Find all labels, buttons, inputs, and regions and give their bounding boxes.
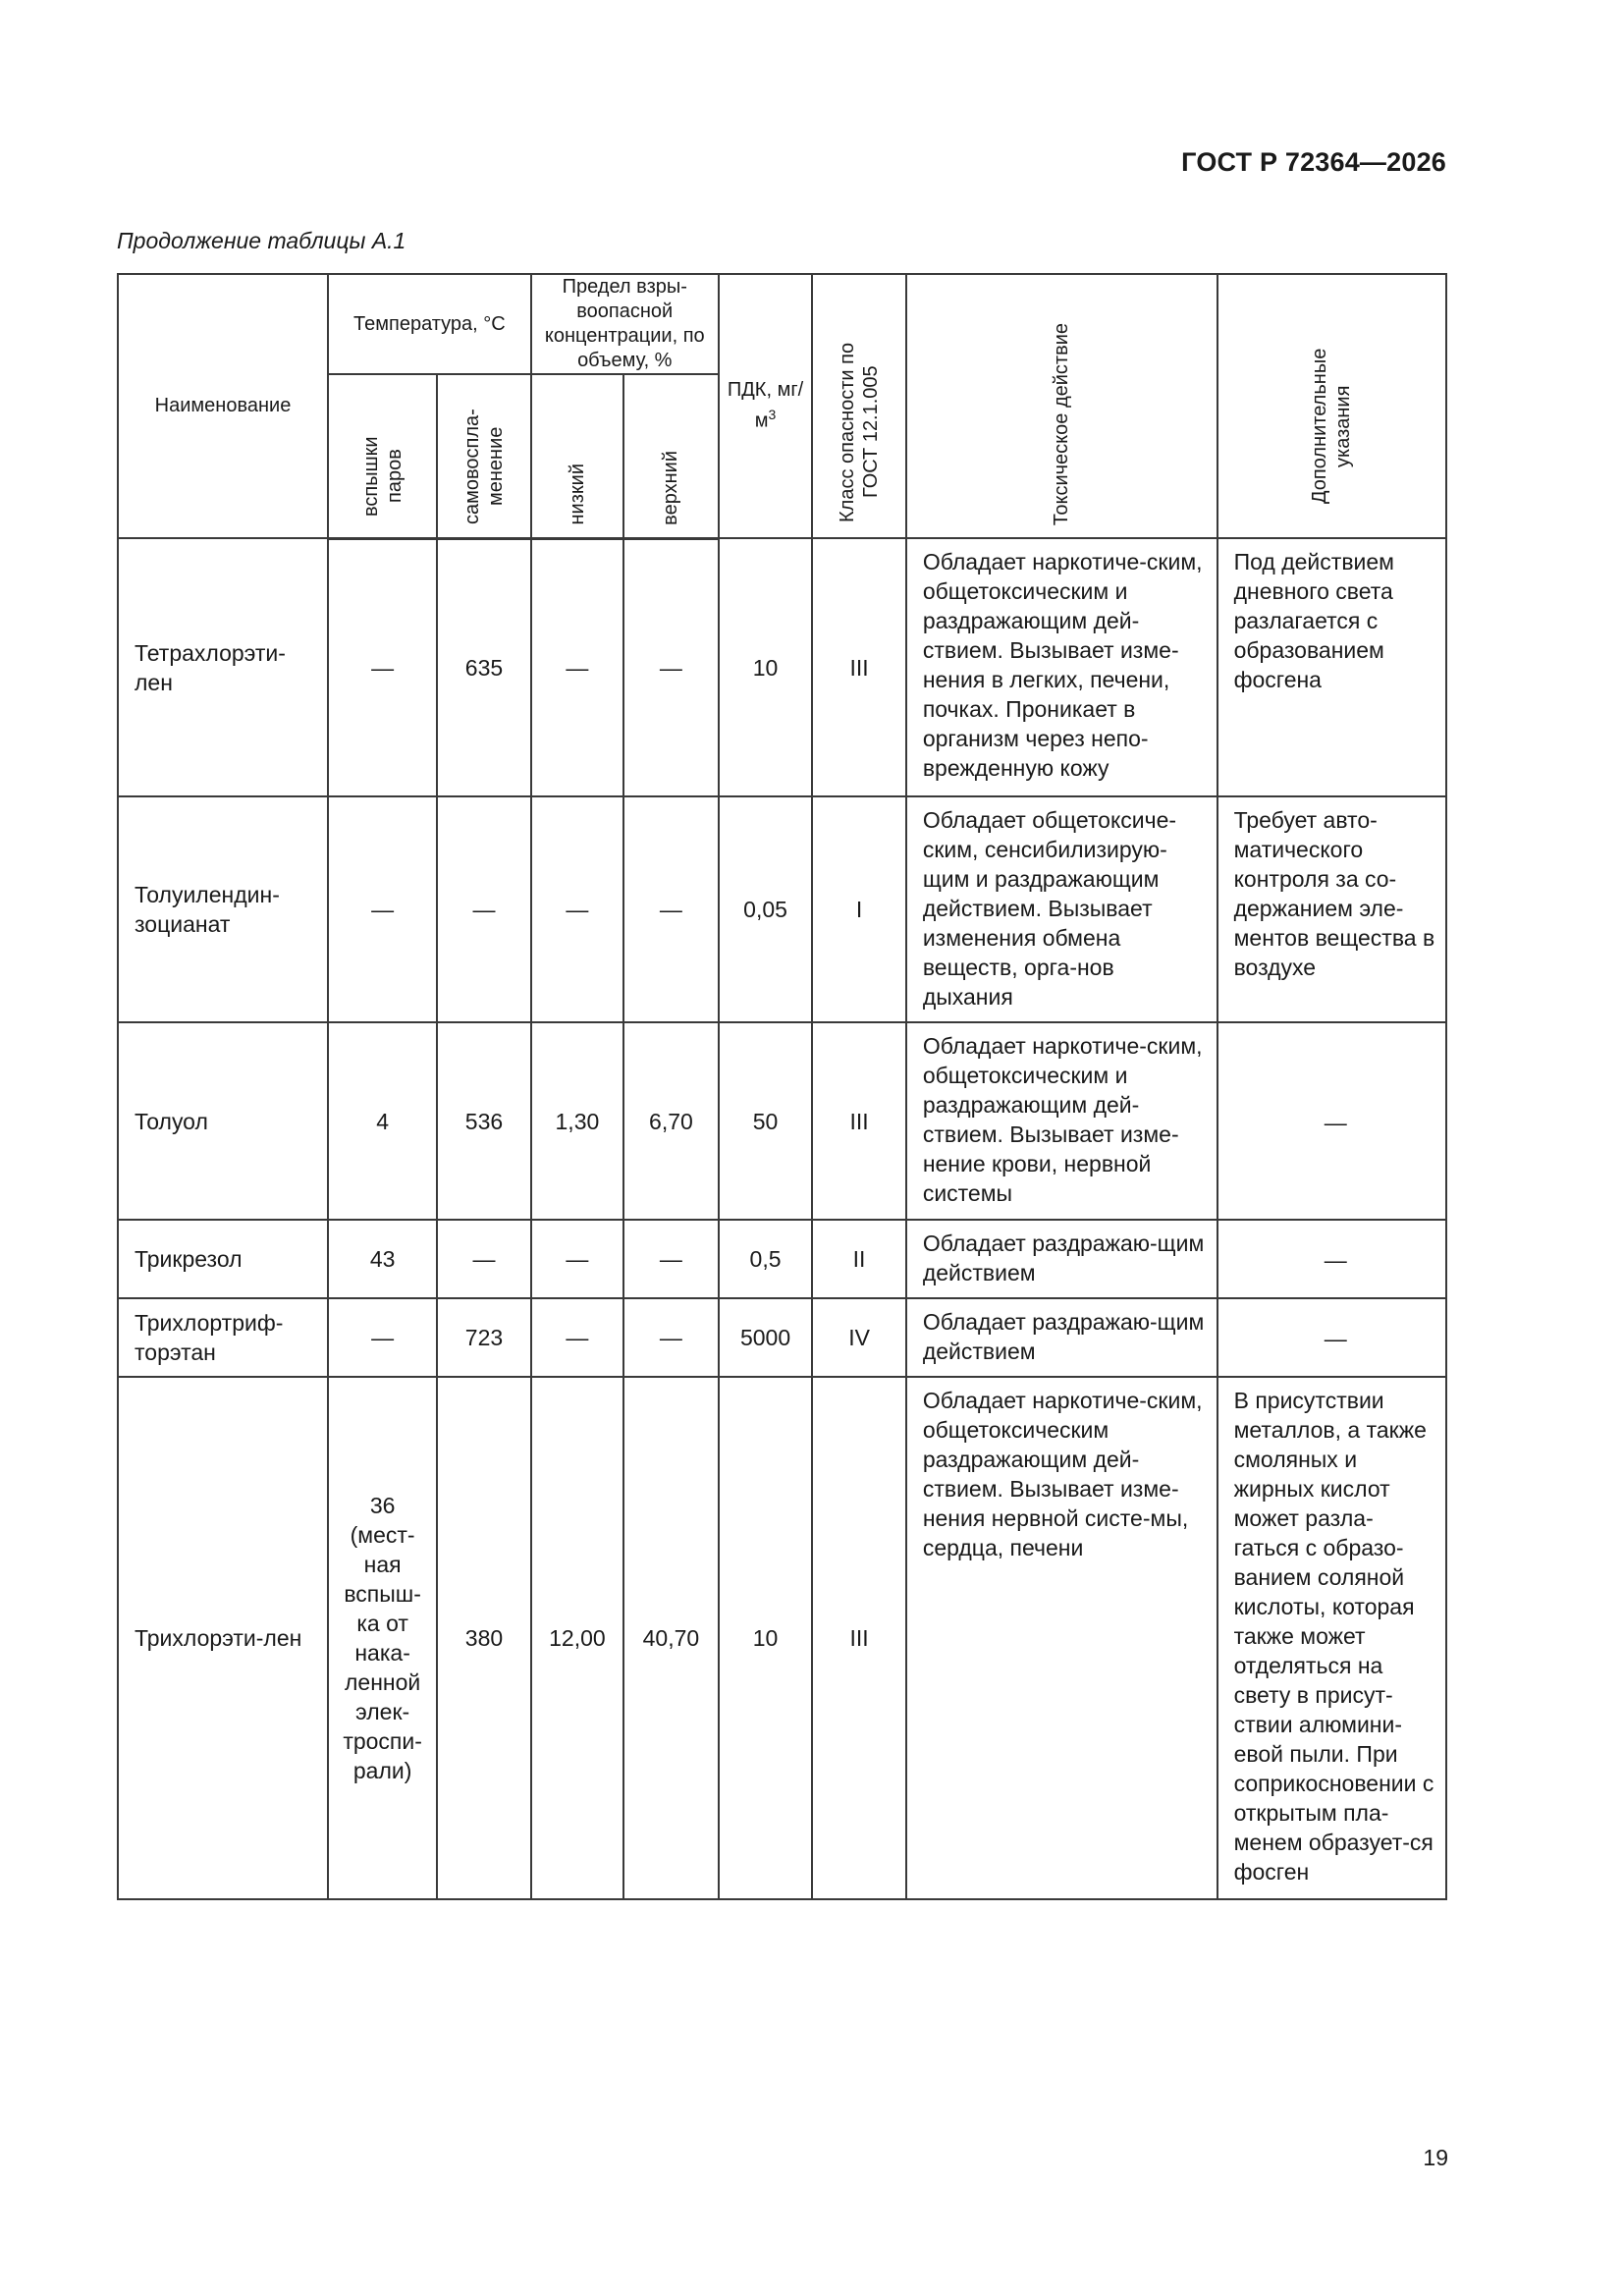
- header-hazard-class: [812, 274, 906, 538]
- header-pdk-label: ПДК, мг/м: [727, 379, 804, 432]
- cell-hazard-class: I: [812, 796, 906, 1022]
- header-autoignition: [437, 374, 531, 538]
- header-explosive-limit: Предел взры-воопасной концентрации, по объему, %: [531, 274, 719, 374]
- cell-lower: —: [531, 796, 623, 1022]
- cell-notes: —: [1217, 1220, 1446, 1298]
- cell-pdk: 10: [719, 538, 813, 796]
- header-toxic-effect-text: Токсическое действие: [1051, 322, 1073, 525]
- cell-autoignition: —: [437, 1220, 531, 1298]
- cell-lower: 1,30: [531, 1022, 623, 1220]
- cell-pdk: 10: [719, 1377, 813, 1899]
- cell-hazard-class: II: [812, 1220, 906, 1298]
- cell-name: Толуилендин-зоцианат: [118, 796, 328, 1022]
- header-flash: [328, 374, 437, 538]
- substance-properties-table: [117, 273, 1447, 1900]
- cell-hazard-class: IV: [812, 1298, 906, 1377]
- cell-upper: 6,70: [623, 1022, 719, 1220]
- header-autoignition-text: самовоспла-менение: [460, 408, 507, 524]
- cell-flash: 43: [328, 1220, 437, 1298]
- cell-flash: —: [328, 538, 437, 796]
- header-flash-text: вспышки паров: [359, 435, 406, 517]
- cell-autoignition: 380: [437, 1377, 531, 1899]
- header-pdk: [719, 274, 813, 538]
- cell-flash: 36 (мест-ная вспыш-ка от нака-ленной элек-троспи-рали): [328, 1377, 437, 1899]
- cell-flash: —: [328, 796, 437, 1022]
- cell-upper: —: [623, 796, 719, 1022]
- table-row: [118, 796, 1446, 1022]
- cell-upper: 40,70: [623, 1377, 719, 1899]
- header-upper-text: верхний: [660, 450, 682, 525]
- cell-lower: —: [531, 538, 623, 796]
- cell-upper: —: [623, 1220, 719, 1298]
- cell-flash: —: [328, 1298, 437, 1377]
- cell-flash: 4: [328, 1022, 437, 1220]
- cell-autoignition: 723: [437, 1298, 531, 1377]
- table-caption: Продолжение таблицы А.1: [117, 228, 406, 253]
- cell-notes: —: [1217, 1022, 1446, 1220]
- cell-name: Трикрезол: [118, 1220, 328, 1298]
- cell-toxic: Обладает наркотиче-ским, общетоксическим раздражающим дей-ствием. Вызывает изме-нения нервной систе-мы, сердца, печени: [906, 1377, 1217, 1899]
- cell-hazard-class: III: [812, 1377, 906, 1899]
- cell-name: Тетрахлорэти-лен: [118, 538, 328, 796]
- header-lower: [531, 374, 623, 538]
- header-hazard-class-text: Класс опасности по ГОСТ 12.1.005: [837, 342, 883, 522]
- cell-autoignition: —: [437, 796, 531, 1022]
- header-upper: [623, 374, 719, 538]
- cell-pdk: 0,05: [719, 796, 813, 1022]
- cell-name: Толуол: [118, 1022, 328, 1220]
- document-code: ГОСТ Р 72364—2026: [1181, 147, 1446, 177]
- cell-notes: Под действием дневного света разлагается с образованием фосгена: [1217, 538, 1446, 796]
- cell-pdk: 5000: [719, 1298, 813, 1377]
- cell-autoignition: 536: [437, 1022, 531, 1220]
- cell-autoignition: 635: [437, 538, 531, 796]
- header-notes: [1217, 274, 1446, 538]
- cell-name: Трихлорэти-лен: [118, 1377, 328, 1899]
- cell-name: Трихлортриф-торэтан: [118, 1298, 328, 1377]
- cell-upper: —: [623, 538, 719, 796]
- table-row: [118, 1298, 1446, 1377]
- cell-toxic: Обладает раздражаю-щим действием: [906, 1298, 1217, 1377]
- header-lower-text: низкий: [566, 464, 588, 525]
- cell-toxic: Обладает раздражаю-щим действием: [906, 1220, 1217, 1298]
- cell-lower: —: [531, 1220, 623, 1298]
- table-row: [118, 1377, 1446, 1899]
- table-row: [118, 1220, 1446, 1298]
- cell-notes: Требует авто-матического контроля за со-держанием эле-ментов вещества в воздухе: [1217, 796, 1446, 1022]
- cell-pdk: 50: [719, 1022, 813, 1220]
- cell-toxic: Обладает наркотиче-ским, общетоксическим и раздражающим дей-ствием. Вызывает изме-нения в легких, печени, почках. Проникает в организм через непо-врежденную кожу: [906, 538, 1217, 796]
- cell-notes: —: [1217, 1298, 1446, 1377]
- table-row: [118, 538, 1446, 796]
- header-temperature: Температура, °С: [328, 274, 531, 374]
- page-number: 19: [1423, 2145, 1448, 2170]
- header-toxic-effect: [906, 274, 1217, 538]
- table-row: [118, 1022, 1446, 1220]
- cell-notes: В присутствии металлов, а также смоляных и жирных кислот может разла-гаться с образо-ванием соляной кислоты, которая также может отделяться на свету в присут-ствии алюмини-евой пыли. При соприкосновении с открытым пла-менем образует-ся фосген: [1217, 1377, 1446, 1899]
- cell-hazard-class: III: [812, 1022, 906, 1220]
- cell-upper: —: [623, 1298, 719, 1377]
- cell-toxic: Обладает наркотиче-ским, общетоксическим и раздражающим дей-ствием. Вызывает изме-нение крови, нервной системы: [906, 1022, 1217, 1220]
- cell-lower: —: [531, 1298, 623, 1377]
- header-name: Наименование: [118, 274, 328, 538]
- header-pdk-superscript: 3: [768, 407, 777, 423]
- cell-hazard-class: III: [812, 538, 906, 796]
- cell-lower: 12,00: [531, 1377, 623, 1899]
- header-notes-text: Дополнительные указания: [1309, 348, 1355, 505]
- cell-pdk: 0,5: [719, 1220, 813, 1298]
- cell-toxic: Обладает общетоксиче-ским, сенсибилизирую-щим и раздражающим действием. Вызывает изменения обмена веществ, орга-нов дыхания: [906, 796, 1217, 1022]
